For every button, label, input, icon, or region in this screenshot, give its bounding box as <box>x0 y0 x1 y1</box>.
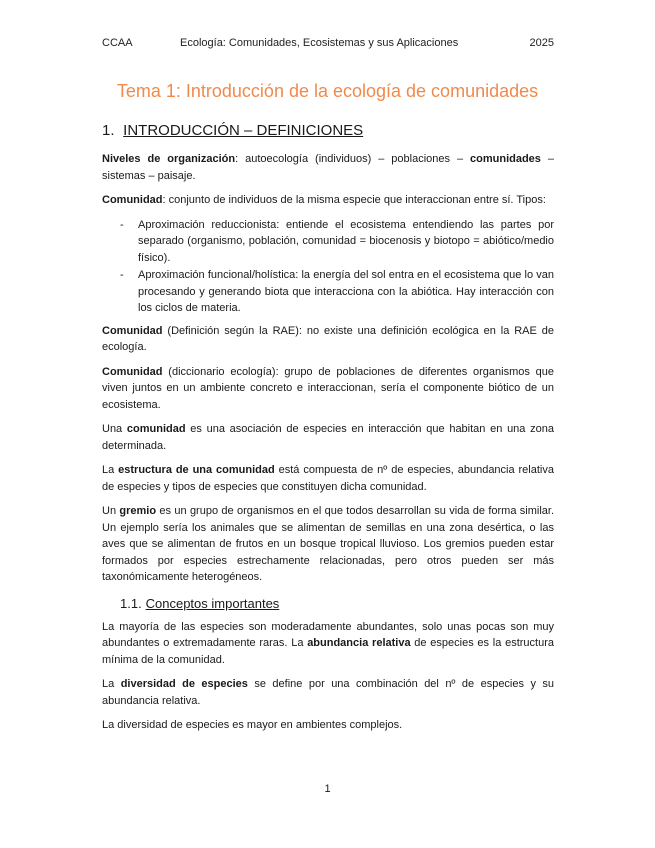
paragraph-ambientes: La diversidad de especies es mayor en ambientes complejos. <box>102 719 403 731</box>
section-title: INTRODUCCIÓN – DEFINICIONES <box>123 122 364 139</box>
paragraph-niveles: Niveles de organización: autoecología (individuos) – poblaciones – comunidades – sistemas – paisaje. <box>102 153 554 182</box>
term: Niveles de organización <box>102 153 236 165</box>
list-item: - Aproximación reduccionista: entiende el ecosistema entendiendo las partes por separado (organismo, población, comunidad = biocenosis y biotopo = abiótico/medio físico). <box>120 218 554 264</box>
header-course: CCAA <box>102 37 133 49</box>
document-body <box>102 121 554 742</box>
section-number: 1. <box>102 122 115 139</box>
section-heading-1-1 <box>120 594 554 613</box>
list-item: - Aproximación funcional/holística: la energía del sol entra en el ecosistema que lo van procesando y generando biota que interacciona con la abiótica. Hay interacción con los ciclos de materia. <box>120 269 554 314</box>
section-heading-1 <box>102 121 554 141</box>
paragraph-diversidad: La diversidad de especies se define por una combinación del nº de especies y su abundancia relativa. <box>102 678 555 707</box>
paragraph-una-comunidad: Una comunidad es una asociación de especies en interacción que habitan en una zona determinada. <box>102 423 554 452</box>
header-year: 2025 <box>529 37 554 49</box>
page-number: 1 <box>324 783 331 795</box>
tipos-list <box>102 217 554 317</box>
list-dash: - <box>120 218 124 231</box>
term: Comunidad <box>102 194 163 206</box>
page-header <box>102 37 554 53</box>
paragraph-rae: Comunidad (Definición según la RAE): no existe una definición ecológica en la RAE de ecología. <box>102 324 554 353</box>
paragraph-comunidad: Comunidad: conjunto de individuos de la misma especie que interaccionan entre sí. Tipos: <box>102 194 546 206</box>
list-dash: - <box>120 269 124 281</box>
term: comunidad <box>126 423 186 435</box>
term: gremio <box>119 505 157 517</box>
paragraph-gremio: Un gremio es un grupo de organismos en el que todos desarrollan su vida de forma similar. Un ejemplo sería los animales que se alimentan de semillas en una zona desértica, o las aves que se alimentan de frutos en un bosque tropical lluvioso. Los gremios pueden estar formados por especies estrechamente relacionadas, pero otros pueden ser más taxonómicamente heterogéneos. <box>102 505 555 583</box>
subsection-title: Conceptos importantes <box>145 595 280 611</box>
term: abundancia relativa <box>307 637 411 649</box>
paragraph-diccionario: Comunidad (diccionario ecología): grupo de poblaciones de diferentes organismos que viven juntos en un ambiente concreto e interaccionan, sería el componente biótico de un ecosistema. <box>102 365 554 411</box>
term: comunidades <box>470 153 541 165</box>
document-title: Tema 1: Introducción de la ecología de comunidades <box>116 81 539 101</box>
term: diversidad de especies <box>120 678 248 690</box>
term: Comunidad <box>102 365 163 378</box>
paragraph-mayoria: La mayoría de las especies son moderadamente abundantes, solo unas pocas son muy abundantes o extremadamente raras. La abundancia relativa de especies es la estructura mínima de la comunidad. <box>102 620 554 666</box>
subsection-number: 1.1. <box>120 595 142 611</box>
paragraph-estructura: La estructura de una comunidad está compuesta de nº de especies, abundancia relativa de especies y tipos de especies que constituyen dicha comunidad. <box>102 464 554 493</box>
header-subject: Ecología: Comunidades, Ecosistemas y sus Aplicaciones <box>180 37 459 49</box>
term: estructura de una comunidad <box>118 464 275 476</box>
term: Comunidad <box>102 324 163 337</box>
